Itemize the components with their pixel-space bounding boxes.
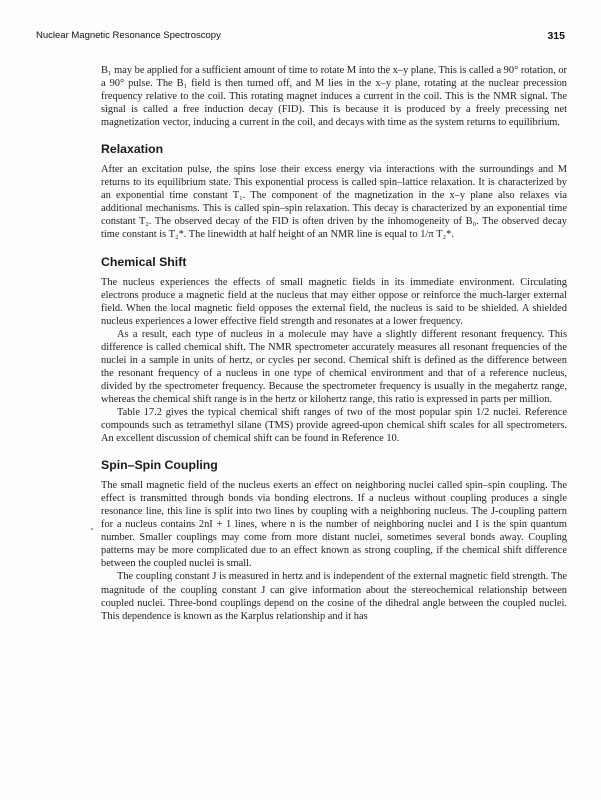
running-head-title: Nuclear Magnetic Resonance Spectroscopy xyxy=(36,30,221,41)
spin-spin-paragraph-2: The coupling constant J is measured in hertz and is independent of the external magnetic field strength. The magnitude of the coupling constant J can give information about the stereochemical relationship between coupled nuclei. Three-bond couplings depend on the cosine of the dihedral angle between the coupled nuclei. This dependence is known as the Karplus relationship and it has xyxy=(101,571,567,622)
running-head xyxy=(36,30,565,46)
spin-spin-paragraph-1: The small magnetic field of the nucleus exerts an effect on neighboring nuclei called spin–spin coupling. The effect is transmitted through bonds via bonding electrons. If a nucleus without coupling produces a single resonance line, this line is split into two lines by coupling with a neighboring nucleus. The J-coupling pattern for a nucleus contains 2nI + 1 lines, where n is the number of neighboring nuclei and I is the spin quantum number. Smaller couplings may come from more distant nuclei, sometimes several bonds away. Coupling patterns may be more complicated due to an effect known as strong coupling, if the chemical shift difference between the coupled nuclei is small. xyxy=(101,480,567,570)
section-heading-spin-spin-coupling: Spin–Spin Coupling xyxy=(101,458,218,473)
section-heading-relaxation: Relaxation xyxy=(101,142,164,157)
section-heading-chemical-shift: Chemical Shift xyxy=(101,254,187,269)
chemical-shift-paragraph-3: Table 17.2 gives the typical chemical shift ranges of two of the most popular spin 1/2 nuclei. Reference compounds such as tetramethyl silane (TMS) provide agreed-upon chemical shift scales for all spectrometers. An excellent discussion of chemical shift can be found in Reference 10. xyxy=(101,406,567,445)
margin-mark xyxy=(91,528,93,530)
relaxation-paragraph: After an excitation pulse, the spins lose their excess energy via interactions with the surroundings and M returns to its equilibrium state. This exponential process is called spin–lattice relaxation. It is characterized by an exponential time constant T₁. The component of the magnetization in the x–y plane also relaxes via additional mechanisms. This is called spin–spin relaxation. This decay is characterized by an exponential time constant T₂. The observed decay of the FID is often driven by the inhomogeneity of B₀. The observed decay time constant is T₂*. The linewidth at half height of an NMR line is equal to 1/π T₂*. xyxy=(101,164,567,241)
intro-paragraph: B₁ may be applied for a sufficient amount of time to rotate M into the x–y plane. This is called a 90° rotation, or a 90° pulse. The B₁ field is then turned off, and M lies in the x–y plane, rotating at the nuclear precession frequency relative to the coil. This rotating magnet induces a current in the coil. This is the NMR signal. The signal is called a free induction decay (FID). This is because it is produced by a freely precessing net magnetization vector, inducing a current in the coil, and decays with time as the system returns to equilibrium. xyxy=(101,65,567,129)
page-number: 315 xyxy=(547,30,565,42)
chemical-shift-paragraph-1: The nucleus experiences the effects of small magnetic fields in its immediate environment. Circulating electrons produce a magnetic field at the nucleus that may either oppose or reinforce the much-larger external field. When the local magnetic field opposes the external field, the nucleus is said to be shielded. A shielded nucleus experiences a lower effective field strength and resonates at a lower frequency. xyxy=(101,276,567,327)
body-text xyxy=(101,64,567,623)
chemical-shift-paragraph-2: As a result, each type of nucleus in a molecule may have a slightly different resonant frequency. This difference is called chemical shift. The NMR spectrometer accurately measures all resonant frequencies of the nuclei in a sample in units of hertz, or cycles per second. Chemical shift is defined as the difference between the resonant frequency of a nucleus in one type of chemical environment and that of a reference nucleus, divided by the spectrometer frequency. Because the spectrometer frequency is usually in the megahertz range, whereas the chemical shift range is in the hertz or kilohertz range, this ratio is expressed in parts per million. xyxy=(101,328,567,405)
